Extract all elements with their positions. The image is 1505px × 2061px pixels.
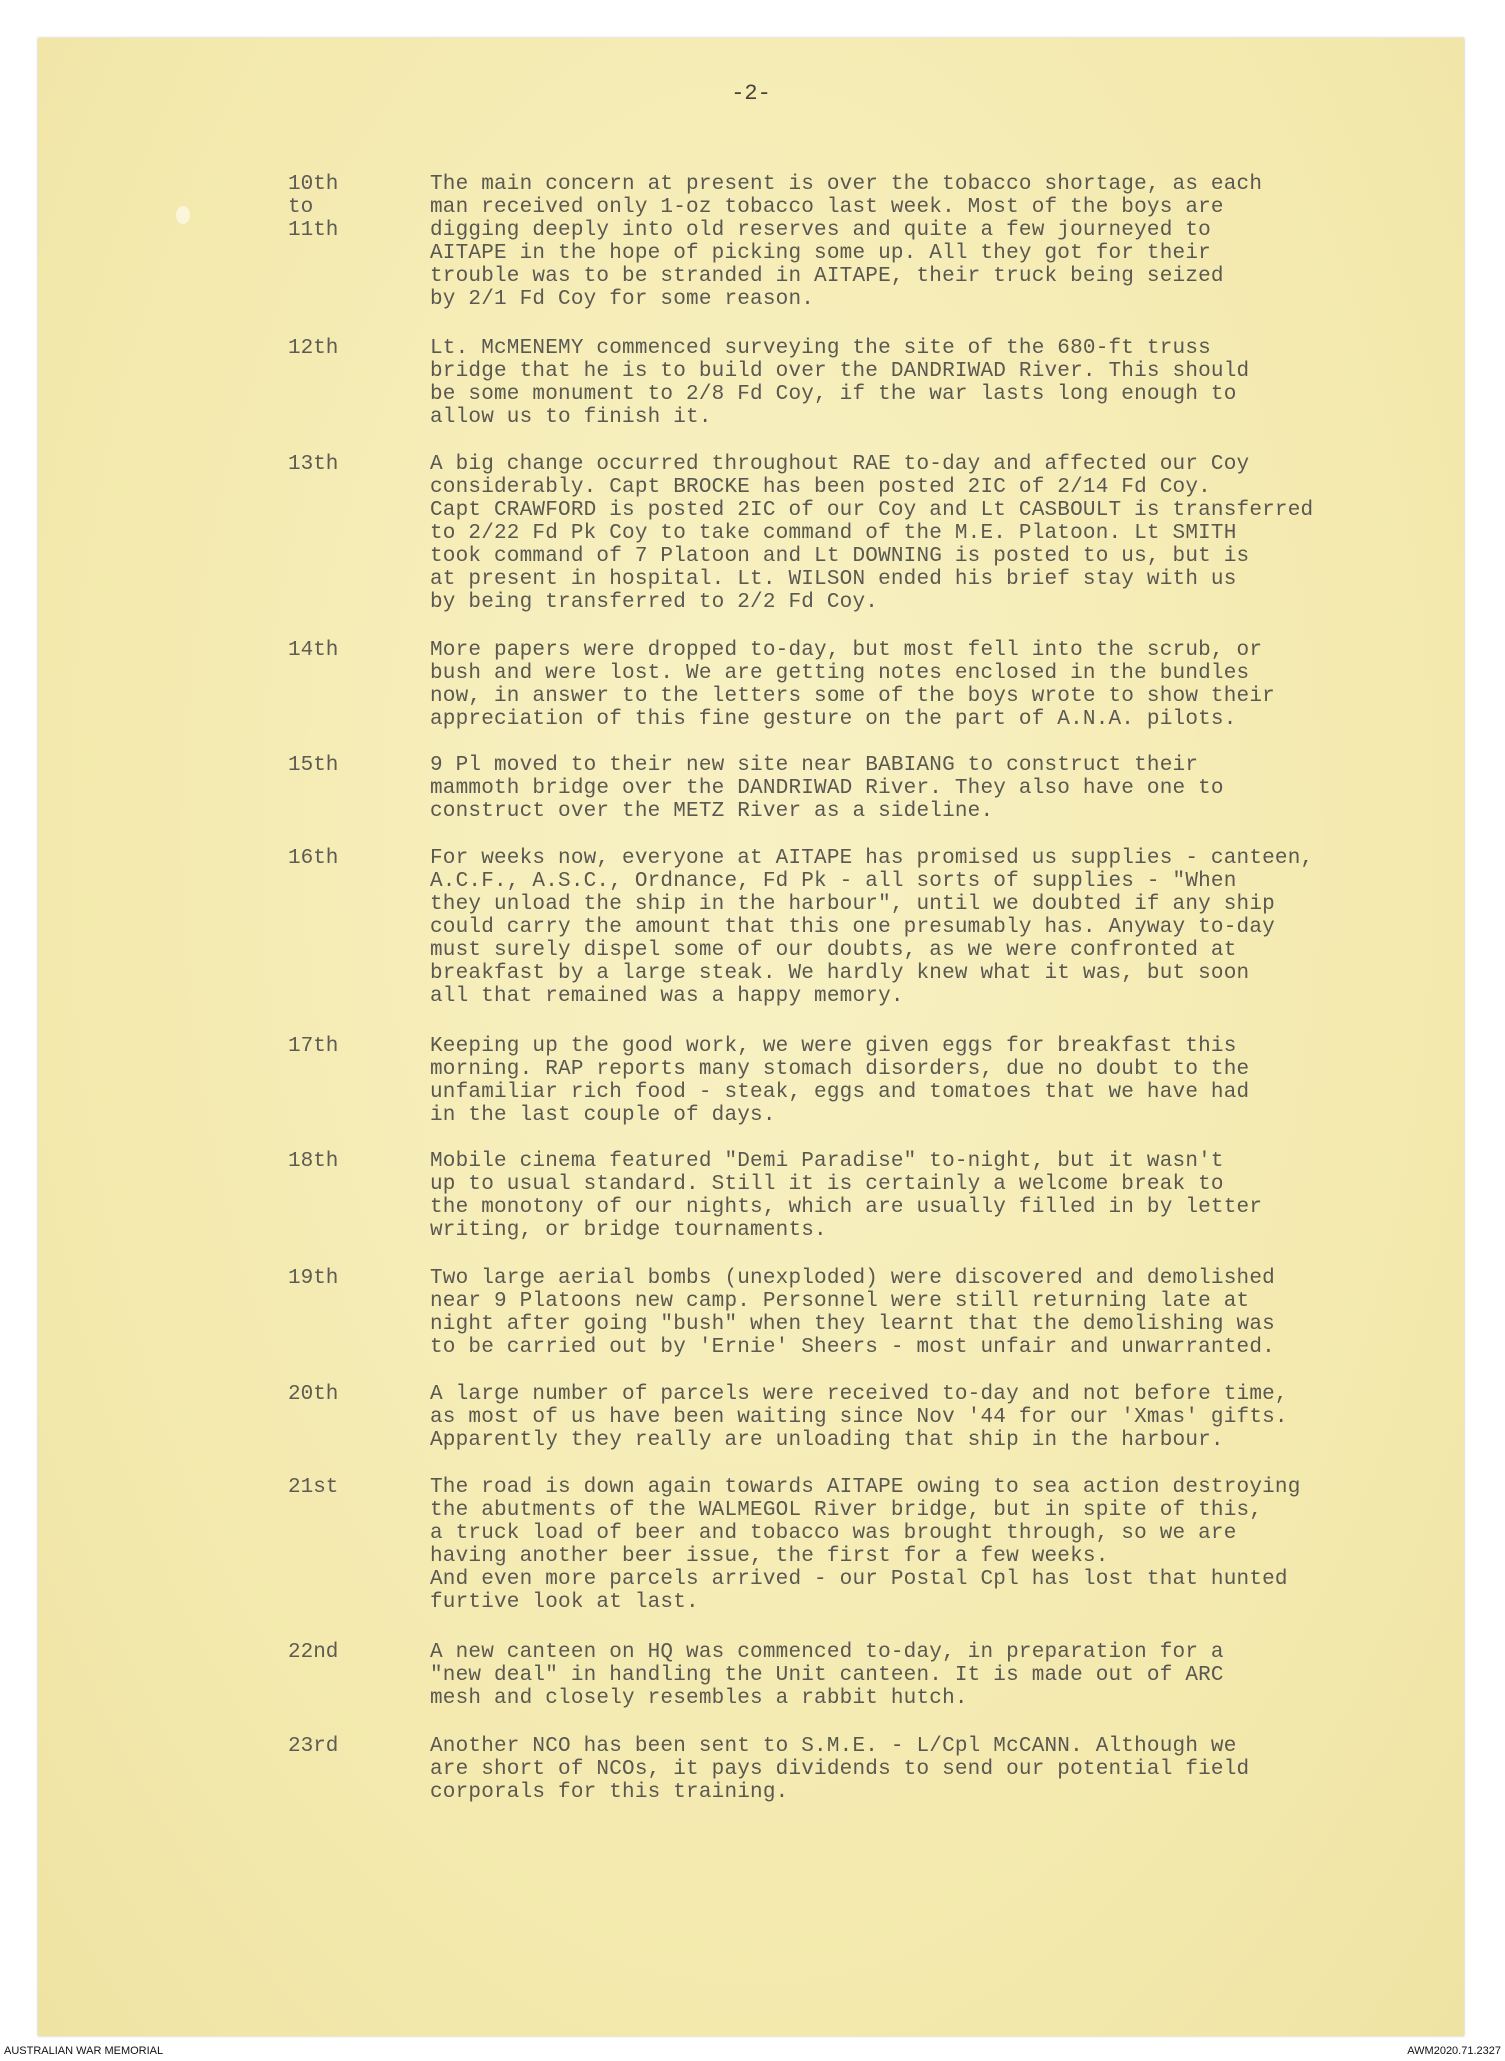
entry-date: 21st (288, 1476, 339, 1499)
entry-date: 12th (288, 337, 339, 360)
entry-date: 20th (288, 1383, 339, 1406)
entry-date: 16th (288, 847, 339, 870)
entry-text: A big change occurred throughout RAE to-day and affected our Coy considerably. Capt BROCKE has been posted 2IC of 2/14 Fd Coy. Capt CRAWFORD is posted 2IC of our Coy and Lt CASBOULT is transferred to 2/22 Fd Pk Coy to take command of the M.E. Platoon. Lt SMITH took command of 7 Platoon and Lt DOWNING is posted to us, but is at present in hospital. Lt. WILSON ended his brief stay with us by being transferred to 2/2 Fd Coy. (430, 453, 1314, 614)
entry-text: Another NCO has been sent to S.M.E. - L/Cpl McCANN. Although we are short of NCOs, it pays dividends to send our potential field corporals for this training. (430, 1735, 1250, 1804)
entry-text: The main concern at present is over the tobacco shortage, as each man received only 1-oz tobacco last week. Most of the boys are digging deeply into old reserves and quite a few journeyed to AITAPE in the hope of picking some up. All they got for their trouble was to be stranded in AITAPE, their truck being seized by 2/1 Fd Coy for some reason. (430, 173, 1263, 311)
entry-date: 14th (288, 639, 339, 662)
entry-text: Keeping up the good work, we were given eggs for breakfast this morning. RAP reports many stomach disorders, due no doubt to the unfamiliar rich food - steak, eggs and tomatoes that we have had in the last couple of days. (430, 1035, 1250, 1127)
entry-text: Mobile cinema featured "Demi Paradise" to-night, but it wasn't up to usual standard. Still it is certainly a welcome break to the monotony of our nights, which are usually filled in by letter writing, or bridge tournaments. (430, 1150, 1263, 1242)
entry-date: 13th (288, 453, 339, 476)
entry-date: 10th to 11th (288, 173, 339, 242)
paper-blemish (176, 206, 190, 224)
entry-text: Two large aerial bombs (unexploded) were discovered and demolished near 9 Platoons new camp. Personnel were still returning late at night after going "bush" when they learnt that the demolishing was to be carried out by 'Ernie' Sheers - most unfair and unwarranted. (430, 1267, 1275, 1359)
entry-text: 9 Pl moved to their new site near BABIANG to construct their mammoth bridge over the DANDRIWAD River. They also have one to construct over the METZ River as a sideline. (430, 754, 1224, 823)
entry-date: 22nd (288, 1641, 339, 1664)
entry-date: 18th (288, 1150, 339, 1173)
entry-text: More papers were dropped to-day, but most fell into the scrub, or bush and were lost. We are getting notes enclosed in the bundles now, in answer to the letters some of the boys wrote to show their appreciation of this fine gesture on the part of A.N.A. pilots. (430, 639, 1275, 731)
entry-text: A new canteen on HQ was commenced to-day, in preparation for a "new deal" in handling the Unit canteen. It is made out of ARC mesh and closely resembles a rabbit hutch. (430, 1641, 1224, 1710)
page-number: -2- (731, 81, 771, 106)
entry-date: 17th (288, 1035, 339, 1058)
archive-reference: AWM2020.71.2327 (1407, 2045, 1501, 2057)
entry-date: 19th (288, 1267, 339, 1290)
archive-credit: AUSTRALIAN WAR MEMORIAL (4, 2045, 164, 2057)
entry-date: 23rd (288, 1735, 339, 1758)
typed-diary-page (38, 38, 1464, 2036)
entry-text: The road is down again towards AITAPE owing to sea action destroying the abutments of the WALMEGOL River bridge, but in spite of this, a truck load of beer and tobacco was brought through, so we are having another beer issue, the first for a few weeks. And even more parcels arrived - our Postal Cpl has lost that hunted furtive look at last. (430, 1476, 1301, 1614)
entry-text: Lt. McMENEMY commenced surveying the site of the 680-ft truss bridge that he is to build over the DANDRIWAD River. This should be some monument to 2/8 Fd Coy, if the war lasts long enough to allow us to finish it. (430, 337, 1250, 429)
entry-date: 15th (288, 754, 339, 777)
entry-text: A large number of parcels were received to-day and not before time, as most of us have been waiting since Nov '44 for our 'Xmas' gifts. Apparently they really are unloading that ship in the harbour. (430, 1383, 1288, 1452)
entry-text: For weeks now, everyone at AITAPE has promised us supplies - canteen, A.C.F., A.S.C., Ordnance, Fd Pk - all sorts of supplies - "When they unload the ship in the harbour", until we doubted if any ship could carry the amount that this one presumably has. Anyway to-day must surely dispel some of our doubts, as we were confronted at breakfast by a large steak. We hardly knew what it was, but soon all that remained was a happy memory. (430, 847, 1314, 1008)
